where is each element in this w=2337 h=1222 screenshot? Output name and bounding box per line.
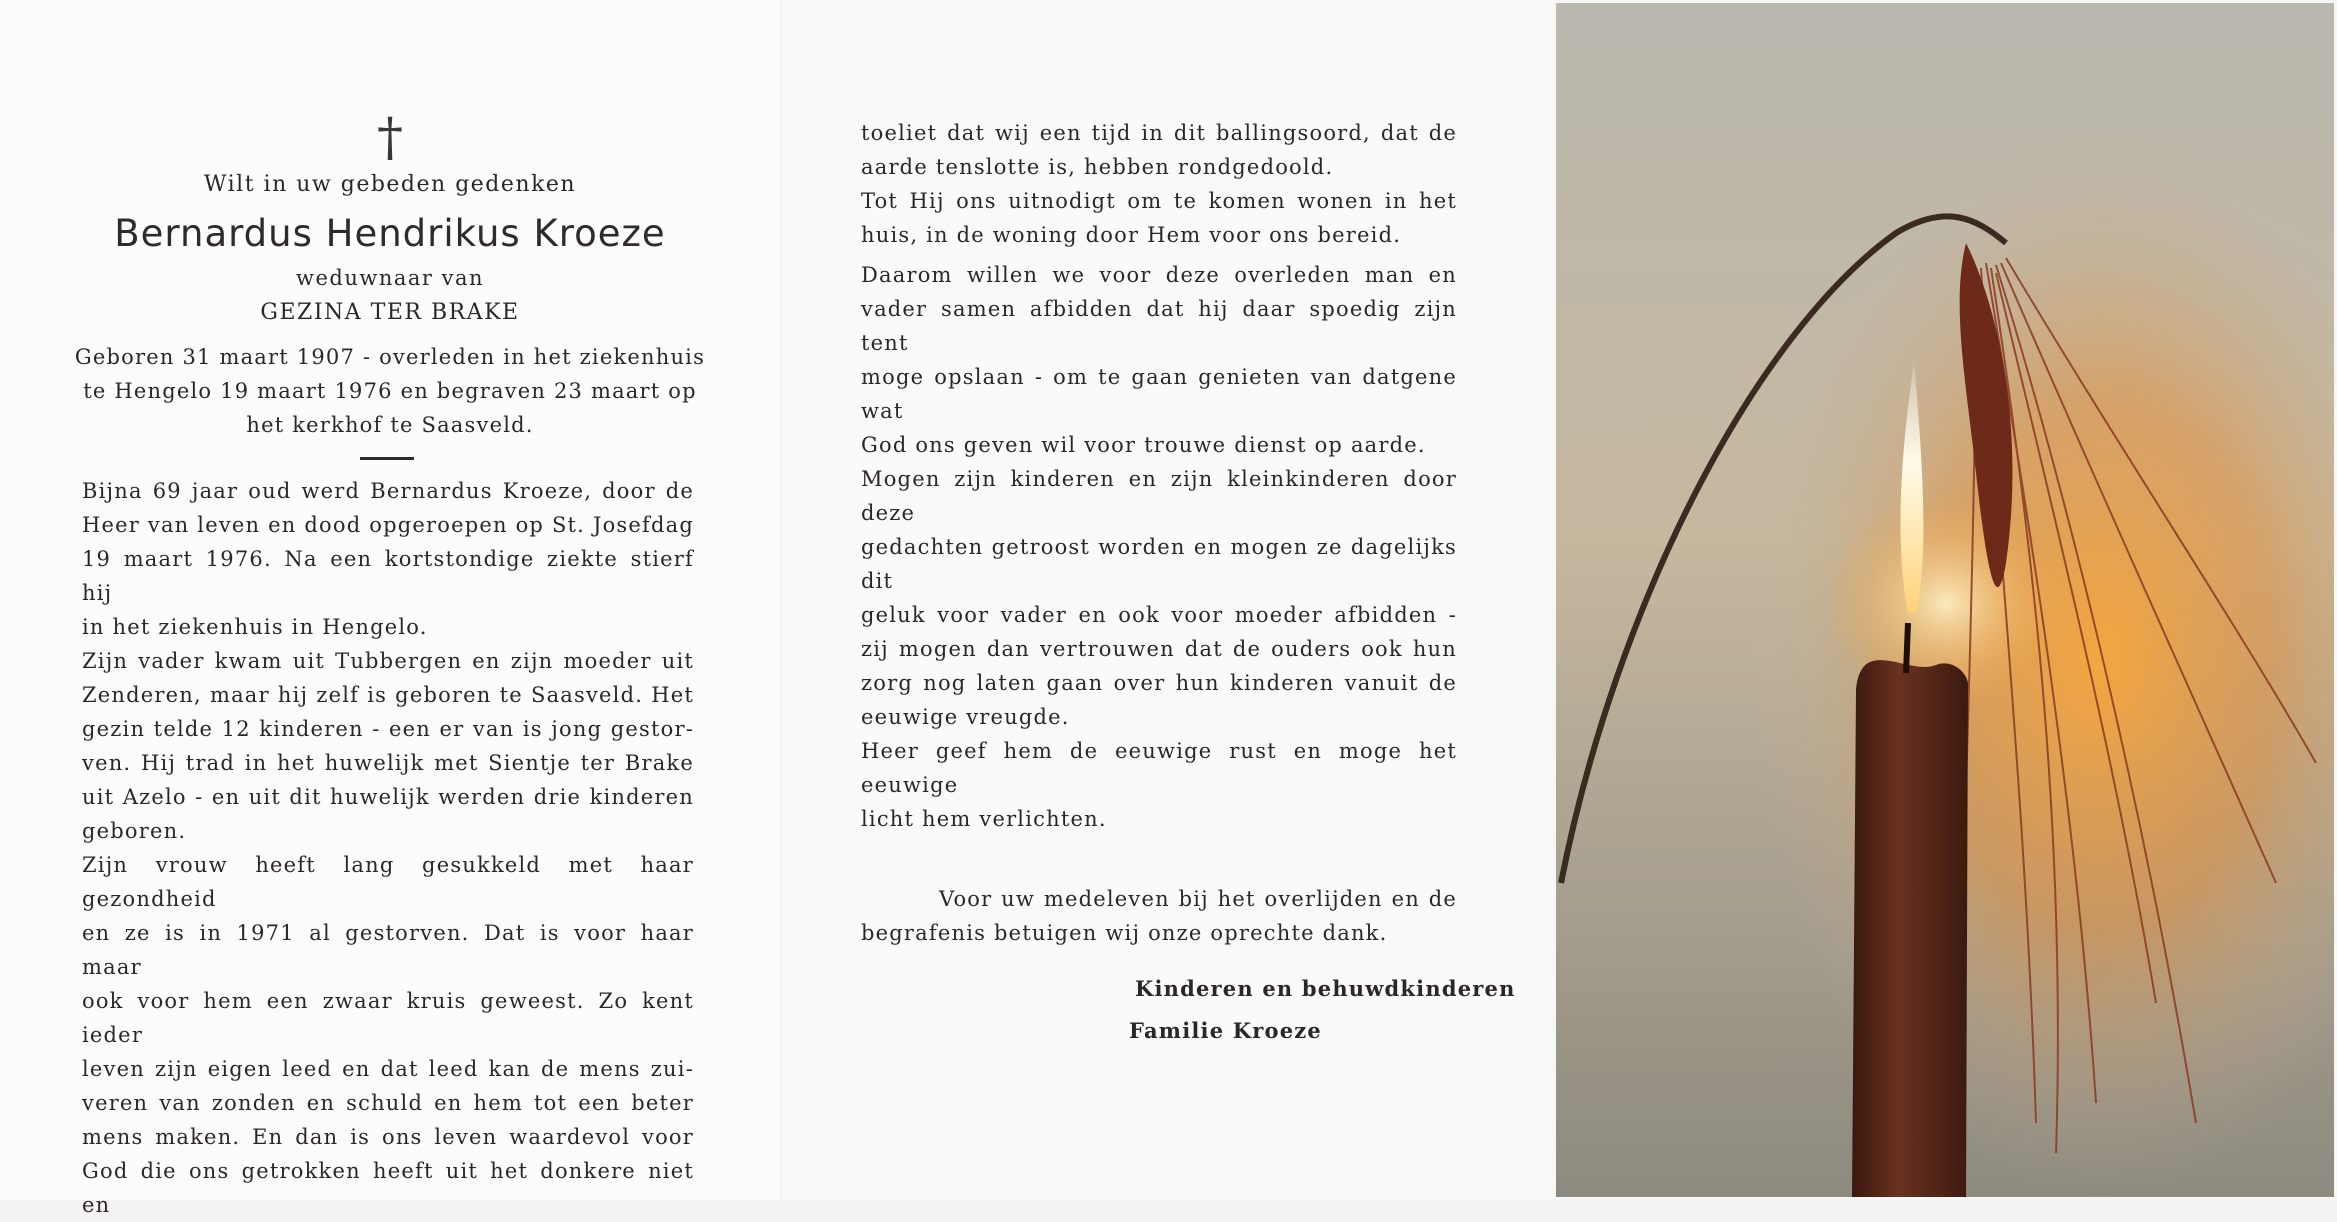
spouse-name: GEZINA TER BRAKE (260, 300, 520, 325)
bio-line: Heer van leven en dood opgeroepen op St. Josefdag (82, 513, 694, 537)
bio-line: ook voor hem een zwaar kruis geweest. Zo kent ieder (82, 989, 694, 1047)
signature-children: Kinderen en behuwdkinderen (1135, 976, 1516, 1001)
bio-line: in het ziekenhuis in Hengelo. (82, 615, 428, 639)
bio-line: mens maken. En dan is ons leven waardevol voor (82, 1125, 694, 1149)
dates-block (60, 340, 720, 442)
prayer-line: God ons geven wil voor trouwe dienst op aarde. (861, 433, 1426, 457)
bio-line: God die ons getrokken heeft uit het donkere niet en (82, 1159, 694, 1217)
bio-line: en ze is in 1971 al gestorven. Dat is voor haar maar (82, 921, 694, 979)
bio-line: Zijn vader kwam uit Tubbergen en zijn moeder uit (82, 649, 694, 673)
bio-line: veren van zonden en schuld en hem tot een beter (82, 1091, 694, 1115)
prayer-line: zij mogen dan vertrouwen dat de ouders ook hun (861, 637, 1457, 661)
prayer-line: zorg nog laten gaan over hun kinderen vanuit de (861, 671, 1457, 695)
bio-line: 19 maart 1976. Na een kortstondige ziekte stierf hij (82, 547, 694, 605)
photo-panel (1553, 0, 2337, 1200)
prayer-line: licht hem verlichten. (861, 807, 1107, 831)
prayer-line: Mogen zijn kinderen en zijn kleinkinderen door deze (861, 467, 1457, 525)
dates-line: Geboren 31 maart 1907 - overleden in het ziekenhuis (74, 345, 706, 369)
thanks-line: begrafenis betuigen wij onze oprechte dank. (861, 921, 1388, 945)
bio-line: geboren. (82, 819, 187, 843)
prayer-line: Tot Hij ons uitnodigt om te komen wonen in het (861, 189, 1457, 213)
thanks-text (861, 882, 1457, 950)
intro-line: Wilt in uw gebeden gedenken (203, 172, 577, 197)
candle (1852, 660, 1968, 1197)
dates-line: te Hengelo 19 maart 1976 en begraven 23 maart op (83, 379, 697, 403)
prayer-line: Heer geef hem de eeuwige rust en moge het eeuwige (861, 739, 1457, 797)
prayer-line: moge opslaan - om te gaan genieten van datgene wat (861, 365, 1457, 423)
prayer-line: toeliet dat wij een tijd in dit ballingsoord, dat de (861, 121, 1457, 145)
dates-line: het kerkhof te Saasveld. (246, 413, 534, 437)
bio-line: Zenderen, maar hij zelf is geboren te Saasveld. Het (82, 683, 694, 707)
prayer-line: aarde tenslotte is, hebben rondgedoold. (861, 155, 1334, 179)
prayer-line: Daarom willen we voor deze overleden man en (861, 263, 1457, 287)
signature-family: Familie Kroeze (1129, 1018, 1322, 1043)
divider (360, 457, 414, 460)
deceased-name: Bernardus Hendrikus Kroeze (114, 212, 666, 255)
prayer-text (861, 116, 1457, 836)
middle-panel (780, 0, 1553, 1200)
prayer-line: geluk voor vader en ook voor moeder afbidden - (861, 603, 1457, 627)
candle-wick (1906, 623, 1908, 673)
cross-icon: † (377, 108, 403, 168)
bio-line: leven zijn eigen leed en dat leed kan de mens zui- (82, 1057, 694, 1081)
bio-line: Zijn vrouw heeft lang gesukkeld met haar gezondheid (82, 853, 694, 911)
prayer-line: gedachten getroost worden en mogen ze dagelijks dit (861, 535, 1457, 593)
prayer-line: eeuwige vreugde. (861, 705, 1070, 729)
prayer-line: vader samen afbidden dat hij daar spoedig zijn tent (861, 297, 1457, 355)
candle-wheat-photo (1556, 3, 2334, 1197)
widower-of-line: weduwnaar van (295, 266, 485, 290)
left-panel (0, 0, 780, 1217)
prayer-line: huis, in de woning door Hem voor ons bereid. (861, 223, 1402, 247)
bio-line: Bijna 69 jaar oud werd Bernardus Kroeze, door de (82, 479, 694, 503)
thanks-line: Voor uw medeleven bij het overlijden en de (939, 887, 1457, 911)
bio-line: ven. Hij trad in het huwelijk met Sientje ter Brake (82, 751, 694, 775)
biography-text (82, 474, 694, 1222)
bio-line: gezin telde 12 kinderen - een er van is jong gestor- (82, 717, 694, 741)
bio-line: uit Azelo - en uit dit huwelijk werden drie kinderen (82, 785, 694, 809)
